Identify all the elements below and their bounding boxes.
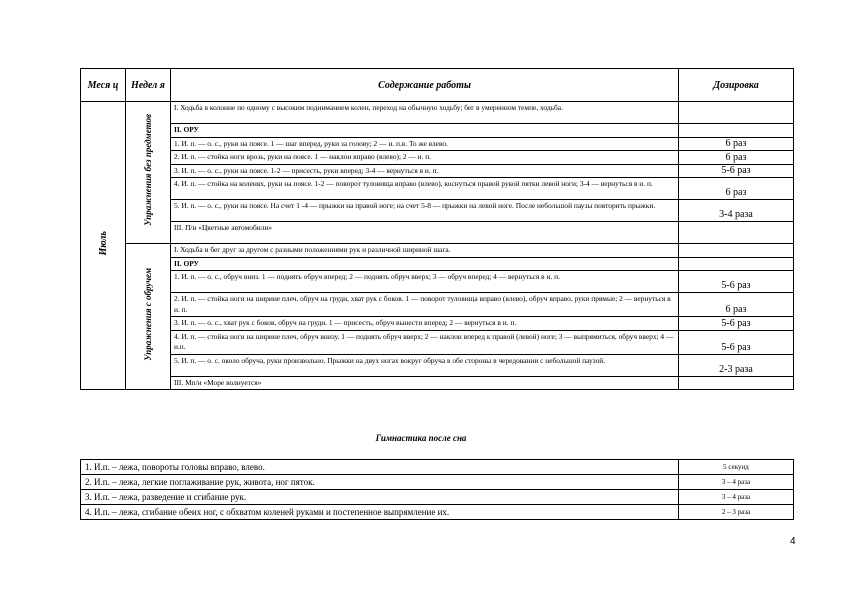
exercise-text: 1. И. п. — о. с., обруч вниз. 1 — поднять обруч вперед; 2 — поднять обруч вверх; 3 — обруч вперед; 4 — вернуться в и. п.: [171, 271, 679, 293]
exercise-dosage: 3-4 раза: [679, 200, 794, 222]
exercise-text: 5. И. п. — о. с., руки на поясе. На счет 1 -4 — прыжки на правой ноге; на счет 5-8 — прыжки на левой ноге. После небольшой паузы повторить прыжки.: [171, 200, 679, 222]
exercise-text: 4. И. п. — стойка ноги на ширине плеч, обруч внизу. 1 — поднять обруч вверх; 2 — наклон вперед к правой (левой) ноге; 3 — выпрямиться, обруч вверх; 4 — и.п.: [171, 330, 679, 354]
week-cell: [126, 244, 171, 390]
exercise-dosage: 5-6 раз: [679, 330, 794, 354]
table-row: [81, 124, 794, 138]
exercise-dosage: [679, 257, 794, 271]
table-row: [81, 257, 794, 271]
exercise-dosage: 2-3 раза: [679, 354, 794, 376]
table-row: [81, 317, 794, 331]
exercise-dosage: [679, 222, 794, 244]
exercise-text: III. Мп/и «Море волнуется»: [171, 376, 679, 390]
table-row: [81, 222, 794, 244]
table-row: [81, 244, 794, 258]
exercise-text: I. Ходьба и бег друг за другом с разными положениями рук и различной шириной шага.: [171, 244, 679, 258]
table-row: [81, 137, 794, 151]
gymnastics-title: Гимнастика после сна: [375, 433, 467, 443]
table-row: [81, 271, 794, 293]
exercise-dosage: 6 раз: [679, 178, 794, 200]
table-row: [81, 376, 794, 390]
table-row: [81, 354, 794, 376]
exercise-text: 2. И. п. — стойка ноги на ширине плеч, обруч на груди, хват рук с боков. 1 — поворот туловища вправо (влево), обруч вправо, руки прямые; 2 — вернуться в и. п.: [171, 293, 679, 317]
month-label: Июль: [97, 230, 109, 256]
gymnastics-text: 3. И.п. – лежа, разведение и сгибание рук.: [81, 490, 679, 505]
section-title: Упражнения без предметов: [143, 114, 153, 226]
table-row: [81, 164, 794, 178]
exercise-text: II. ОРУ: [171, 124, 679, 138]
table-row: [81, 200, 794, 222]
gymnastics-text: 2. И.п. – лежа, легкие поглаживание рук, живота, ног пяток.: [81, 475, 679, 490]
exercise-dosage: 5-6 раз: [679, 271, 794, 293]
exercise-text: I. Ходьба в колонне по одному с высоким подниманием колен, переход на обычную ходьбу; бег в умеренном темпе, ходьба.: [171, 102, 679, 124]
exercise-dosage: [679, 102, 794, 124]
gymnastics-table: [80, 459, 794, 520]
table-row: [81, 293, 794, 317]
gymnastics-dosage: 5 секунд: [679, 460, 794, 475]
exercise-dosage: 5-6 раз: [679, 164, 794, 178]
section-title: Упражнения с обручем: [143, 267, 153, 361]
header-week: Недел я: [126, 69, 171, 102]
exercise-dosage: [679, 124, 794, 138]
exercise-text: 5. И. п. — о. с. около обруча, руки произвольно. Прыжки на двух ногах вокруг обруча в обе стороны в чередовании с небольшой паузой.: [171, 354, 679, 376]
exercise-dosage: [679, 376, 794, 390]
gymnastics-dosage: 3 – 4 раза: [679, 490, 794, 505]
week-cell: [126, 102, 171, 244]
table-row: [81, 102, 794, 124]
exercise-dosage: 6 раз: [679, 137, 794, 151]
exercise-dosage: [679, 244, 794, 258]
header-month: Меся ц: [81, 69, 126, 102]
exercise-text: 4. И. п. — стойка на коленях, руки на поясе. 1-2 — поворот туловища вправо (влево), коснуться правой рукой пятки левой ноги; 3-4 — вернуться в и. п.: [171, 178, 679, 200]
gymnastics-row: [81, 475, 794, 490]
exercise-dosage: 6 раз: [679, 151, 794, 165]
table-row: [81, 330, 794, 354]
exercise-text: 1. И. п. — о. с., руки на поясе. 1 — шаг вперед, руки за голову; 2 — и. п.в. То же влево.: [171, 137, 679, 151]
exercise-text: 3. И. п. — о. с., хват рук с боков, обруч на груди. 1 — присесть, обруч вынести вперед; 2 — вернуться в и. п.: [171, 317, 679, 331]
gymnastics-row: [81, 460, 794, 475]
page-number: 4: [790, 536, 796, 547]
gymnastics-text: 4. И.п. – лежа, сгибание обеих ног, с обхватом коленей руками и постепенное выпрямление их.: [81, 505, 679, 520]
exercise-table: [80, 68, 794, 390]
header-row: [81, 69, 794, 102]
gymnastics-row: [81, 505, 794, 520]
exercise-dosage: 5-6 раз: [679, 317, 794, 331]
gymnastics-row: [81, 490, 794, 505]
exercise-text: 3. И. п. — о. с., руки на поясе. 1-2 — присесть, руки вперед; 3-4 — вернуться в и. п.: [171, 164, 679, 178]
month-cell: [81, 102, 126, 390]
exercise-text: II. ОРУ: [171, 257, 679, 271]
header-content: Содержание работы: [171, 69, 679, 102]
header-dosage: Дозировка: [679, 69, 794, 102]
exercise-text: III. П/и «Цветные автомобили»: [171, 222, 679, 244]
gymnastics-text: 1. И.п. – лежа, повороты головы вправо, влево.: [81, 460, 679, 475]
gymnastics-dosage: 2 – 3 раза: [679, 505, 794, 520]
gymnastics-dosage: 3 – 4 раза: [679, 475, 794, 490]
exercise-text: 2. И. п. — стойка ноги врозь, руки на поясе. 1 — наклон вправо (влево); 2 — и. п.: [171, 151, 679, 165]
exercise-dosage: 6 раз: [679, 293, 794, 317]
table-row: [81, 178, 794, 200]
table-row: [81, 151, 794, 165]
